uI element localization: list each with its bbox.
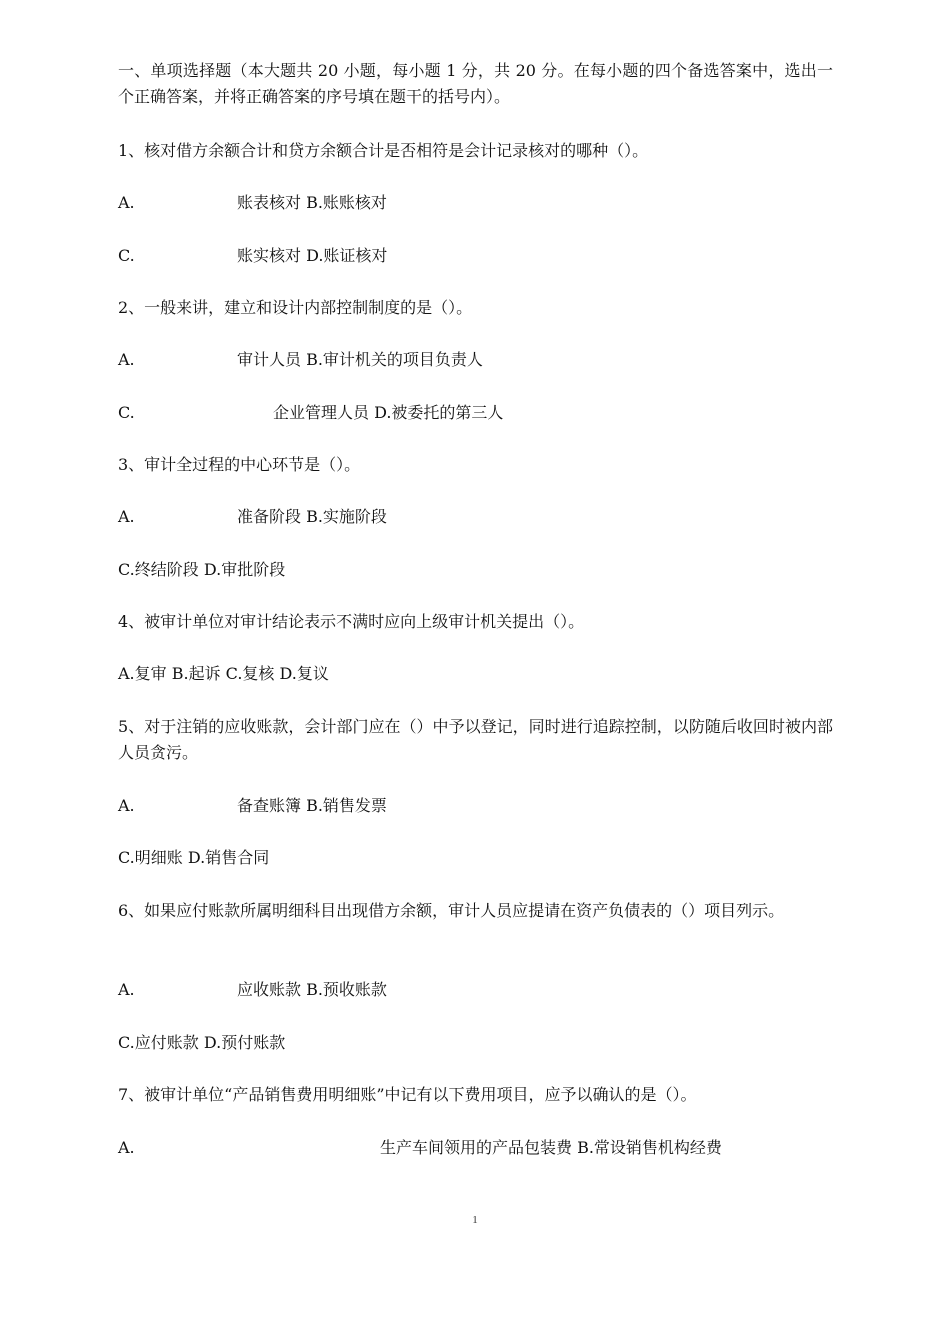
question-2-options-cd bbox=[118, 400, 833, 426]
option-label: A. bbox=[118, 796, 135, 815]
question-2-stem: 2、一般来讲，建立和设计内部控制制度的是（）。 bbox=[118, 298, 473, 317]
option-label: C. bbox=[118, 246, 135, 265]
option-text: 备查账簿 B.销售发票 bbox=[237, 796, 387, 815]
question-5-options-ab bbox=[118, 793, 833, 819]
question-6-options-cd: C.应付账款 D.预付账款 bbox=[118, 1033, 286, 1052]
option-text: 生产车间领用的产品包装费 B.常设销售机构经费 bbox=[380, 1138, 722, 1157]
question-4-stem: 4、被审计单位对审计结论表示不满时应向上级审计机关提出（）。 bbox=[118, 612, 585, 631]
page-number: 1 bbox=[472, 1214, 478, 1226]
question-1-options-cd bbox=[118, 243, 833, 269]
option-label: A. bbox=[118, 980, 135, 999]
question-4-options: A.复审 B.起诉 C.复核 D.复议 bbox=[118, 664, 329, 683]
question-1-options-ab bbox=[118, 190, 833, 216]
question-7-stem: 7、被审计单位“产品销售费用明细账”中记有以下费用项目，应予以确认的是（）。 bbox=[118, 1085, 697, 1104]
option-text: 企业管理人员 D.被委托的第三人 bbox=[273, 403, 504, 422]
question-6-options-ab bbox=[118, 977, 833, 1003]
section-header: 一、单项选择题（本大题共 20 小题，每小题 1 分，共 20 分。在每小题的四个备选答案中，选出一个正确答案，并将正确答案的序号填在题干的括号内）。 bbox=[118, 61, 833, 106]
option-label: A. bbox=[118, 193, 135, 212]
question-2-options-ab bbox=[118, 347, 833, 373]
question-6-stem: 6、如果应付账款所属明细科目出现借方余额，审计人员应提请在资产负债表的（）项目列示。 bbox=[118, 901, 785, 920]
option-text: 账表核对 B.账账核对 bbox=[237, 193, 387, 212]
option-label: C. bbox=[118, 403, 135, 422]
option-text: 准备阶段 B.实施阶段 bbox=[237, 507, 387, 526]
question-5-options-cd: C.明细账 D.销售合同 bbox=[118, 848, 270, 867]
option-text: 审计人员 B.审计机关的项目负责人 bbox=[237, 350, 483, 369]
option-label: A. bbox=[118, 507, 135, 526]
question-7-options-ab bbox=[118, 1135, 833, 1161]
question-1-stem: 1、核对借方余额合计和贷方余额合计是否相符是会计记录核对的哪种（）。 bbox=[118, 141, 649, 160]
question-3-stem: 3、审计全过程的中心环节是（）。 bbox=[118, 455, 361, 474]
question-3-options-cd: C.终结阶段 D.审批阶段 bbox=[118, 560, 286, 579]
option-label: A. bbox=[118, 1138, 135, 1157]
question-5-stem: 5、对于注销的应收账款，会计部门应在（）中予以登记，同时进行追踪控制，以防随后收回时被内部人员贪污。 bbox=[118, 717, 833, 762]
option-text: 账实核对 D.账证核对 bbox=[237, 246, 388, 265]
option-label: A. bbox=[118, 350, 135, 369]
question-3-options-ab bbox=[118, 504, 833, 530]
option-text: 应收账款 B.预收账款 bbox=[237, 980, 387, 999]
